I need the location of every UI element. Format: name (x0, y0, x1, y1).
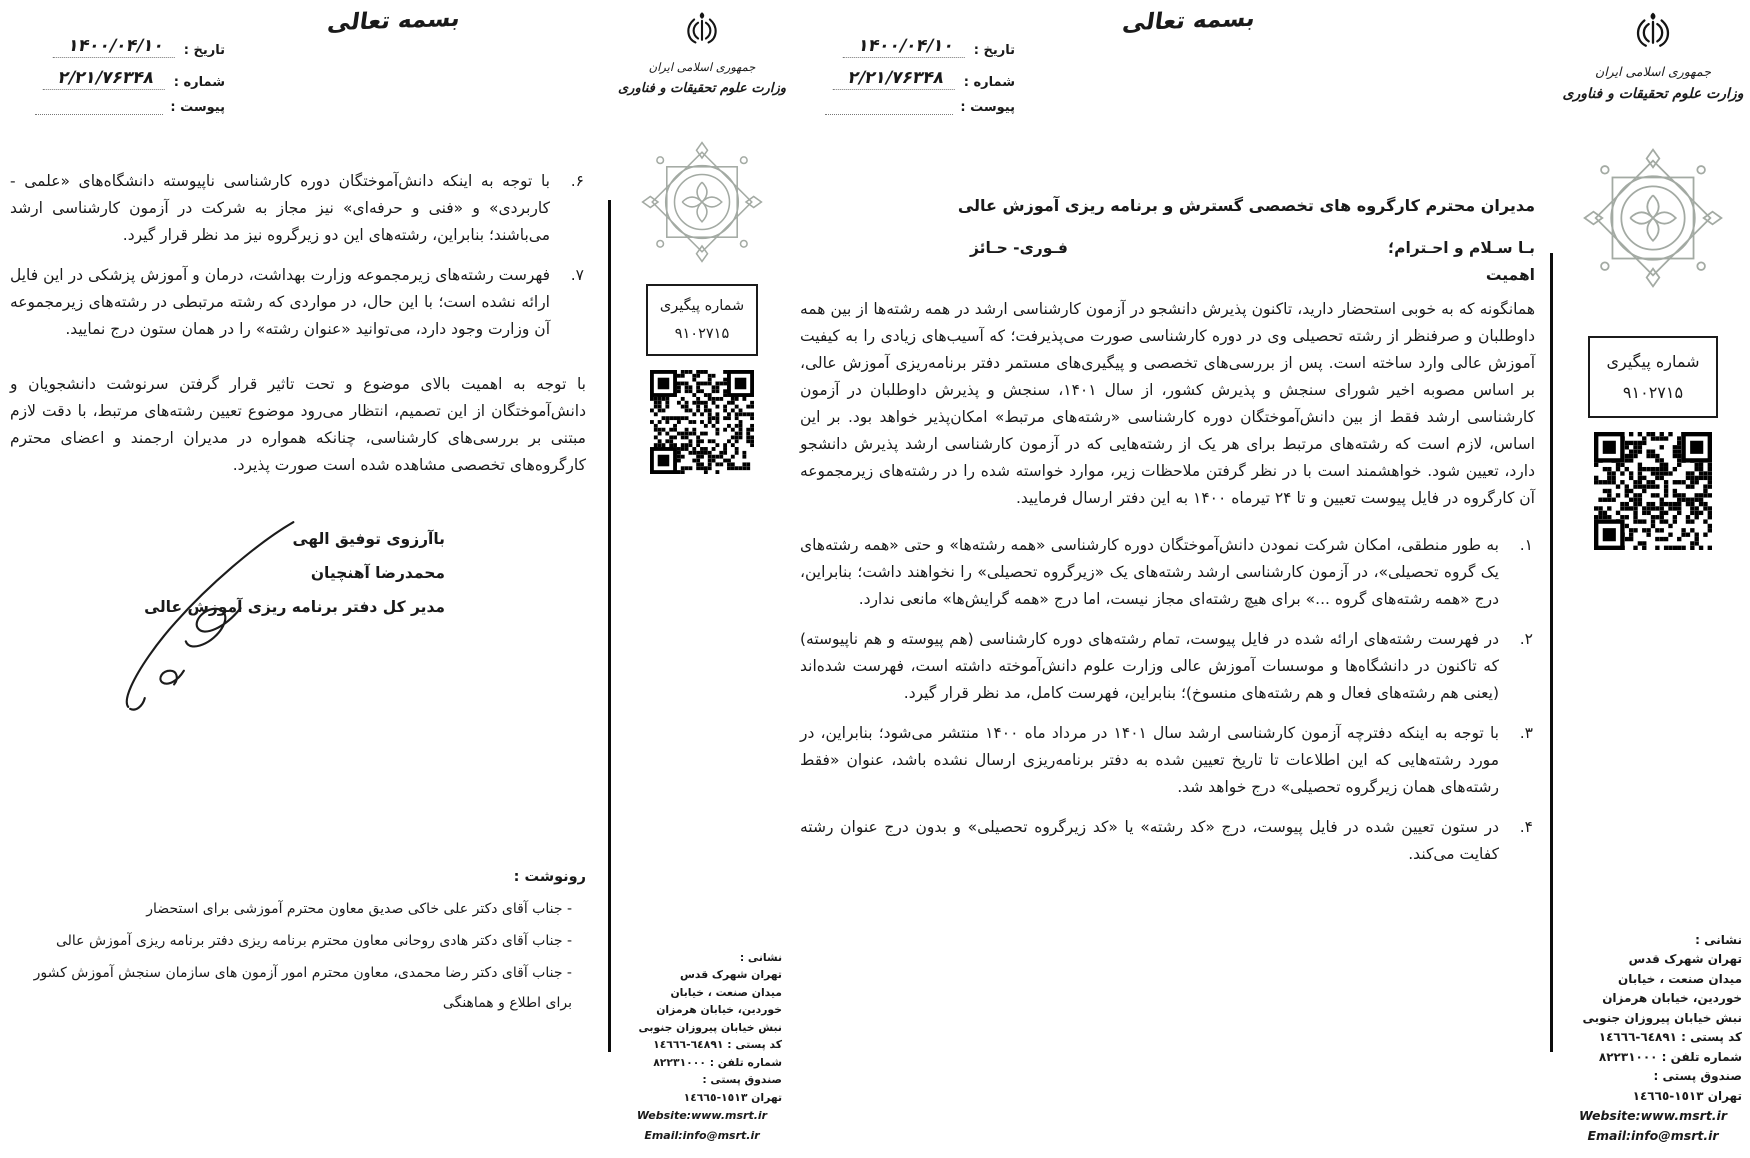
page1-body (800, 196, 1535, 868)
page1-vertical-divider (1550, 253, 1553, 1052)
signatory-title: مدیر کل دفتر برنامه ریزی آموزش عالی (144, 598, 445, 616)
country-name: جمهوری اسلامی ایران (648, 60, 756, 74)
tracking-number-box (646, 284, 758, 356)
item-number: ۲. (1519, 630, 1533, 648)
iran-emblem-icon (1630, 6, 1676, 62)
attachment-blank-line (825, 100, 953, 115)
date-row (10, 36, 225, 58)
qr-code (650, 370, 754, 474)
item-number: ۷. (570, 266, 584, 284)
date-label: تاریخ : (973, 43, 1015, 58)
phone-number: شماره تلفن : ٨٢٢٣١٠٠٠ (653, 1055, 782, 1069)
number-value: ۲/۲۱/۷۶۳۴۸ (42, 68, 169, 90)
website-text: Website:www.msrt.ir (1579, 1108, 1727, 1123)
list-item (800, 720, 1535, 801)
letter-page-2 (0, 0, 790, 1158)
cc-item: - جناب آقای دکتر رضا محمدی، معاون محترم امور آزمون های سازمان سنجش آموزش کشور برای اطلاع و هماهنگی (33, 965, 572, 1011)
page2-vertical-divider (608, 200, 611, 1052)
page2-body (10, 168, 586, 479)
tracking-label: شماره پیگیری (659, 298, 745, 314)
attachment-row (10, 100, 225, 115)
po-box-label: صندوق پستی : (1653, 1069, 1742, 1083)
ministry-name: وزارت علوم تحقیقات و فناوری (1562, 86, 1744, 102)
address-line: نبش خیابان پیروزان جنوبی (638, 1020, 782, 1034)
recipient-title: مدیران محترم کارگروه های تخصصی گسترش و برنامه ریزی آموزش عالی (957, 196, 1535, 215)
item-text: در ستون تعیین شده در فایل پیوست، درج «کد رشته» یا «کد زیرگروه تحصیلی» و بدون درج عنوان رشته کفایت می‌کند. (800, 818, 1499, 863)
tracking-number: ۹۱۰۲۷۱۵ (1622, 383, 1684, 402)
closing-paragraph: با توجه به اهمیت بالای موضوع و تحت تاثیر قرار گرفتن سرنوشت دانشجویان و دانش‌آموختگان از این تصمیم، انتظار می‌رود موضوع تعیین رشته‌های مرتبط، با دقت لازم مبتنی بر بررسی‌های کارشناسی، چنانکه همواره در مدیران ارجمند و اعضای محترم کارگروه‌های تخصصی مشاهده شده است صورت پذیرد. (10, 375, 586, 474)
page1-letterhead-sidebar (1556, 0, 1750, 1158)
cc-item: - جناب آقای دکتر علی خاکی صدیق معاون محترم آموزشی برای استحضار (146, 901, 572, 917)
address-line: خوردین، خیابان هرمزان (656, 1003, 782, 1016)
item-text: در فهرست رشته‌های ارائه شده در فایل پیوست، تمام رشته‌های دوره کارشناسی (هم پیوسته و هم ناپیوسته) که تاکنون در دانشگاه‌ها و موسسات آموزش عالی وزارت علوم دانش‌آموخته داشته است، فهرست شده‌اند (یعنی هم رشته‌های فعال و هم رشته‌های منسوخ)؛ بنابراین، فهرست کامل، مد نظر قرار گیرد. (800, 630, 1499, 702)
address-line: خوردین، خیابان هرمزان (1602, 991, 1742, 1005)
list-item (800, 532, 1535, 613)
ministry-name: وزارت علوم تحقیقات و فناوری (618, 81, 787, 96)
item-text: با توجه به اینکه دفترچه آزمون کارشناسی ارشد سال ۱۴۰۱ در مرداد ماه ۱۴۰۰ منتشر می‌شود؛ بنابراین، در مورد رشته‌هایی که این اطلاعات تا تاریخ تعیین شده به دفتر برنامه‌ریزی ارسال نشده باشد، عنوان «فقط رشته‌های همان زیرگروه تحصیلی» درج خواهد شد. (800, 724, 1499, 796)
date-row (800, 36, 1015, 58)
bismillah-calligraphy: بسمه تعالی (1121, 5, 1258, 37)
address-line: نبش خیابان پیروزان جنوبی (1582, 1010, 1742, 1025)
address-line: میدان صنعت ، خیابان (670, 985, 782, 999)
contact-block (622, 949, 782, 1147)
ornamental-stamp-icon (1577, 142, 1729, 298)
number-label: شماره : (963, 75, 1015, 90)
address-line: میدان صنعت ، خیابان (1618, 971, 1742, 986)
list-item (800, 814, 1535, 868)
attachment-row (800, 100, 1015, 115)
item-text: فهرست رشته‌های زیرمجموعه وزارت بهداشت، درمان و آموزش پزشکی در این فایل ارائه نشده است؛ با این حال، در مواردی که رشته مرتبطی در رشته‌های زیرمجموعه آن وزارت وجود دارد، می‌توانید «عنوان رشته» را در همان ستون درج نمایید. (10, 266, 550, 338)
item-text: با توجه به اینکه دانش‌آموختگان دوره کارشناسی ناپیوسته دانشگاه‌های «علمی - کاربردی» و «فنی و حرفه‌ای» نیز مجاز به شرکت در آزمون کارشناسی ارشد می‌باشند؛ بنابراین، رشته‌های این دو زیرگروه نیز مد نظر قرار گیرد. (10, 172, 550, 244)
iran-emblem-icon (681, 6, 723, 58)
number-row (10, 68, 225, 90)
po-box: تهران ١٥١٣-١٤٦٦٥ (683, 1090, 782, 1104)
po-box: تهران ١٥١٣-١٤٦٦٥ (1632, 1088, 1742, 1103)
number-value: ۲/۲۱/۷۶۳۴۸ (832, 68, 959, 90)
date-label: تاریخ : (183, 43, 225, 58)
contact-block (1564, 931, 1742, 1147)
attachment-blank-line (35, 100, 163, 115)
page1-date-number-block (800, 36, 1015, 125)
notes-list (800, 532, 1535, 868)
urgency-text: فـوری- حـائز (970, 239, 1068, 257)
bismillah-calligraphy: بسمه تعالی (326, 5, 463, 37)
salutation-row (800, 239, 1535, 257)
tracking-label: شماره پیگیری (1606, 352, 1700, 371)
signature-wish: باآرزوی توفیق الهی (292, 530, 445, 548)
list-item (10, 168, 586, 249)
qr-code (1594, 432, 1712, 550)
attachment-label: پیوست : (170, 100, 225, 115)
postal-code: کد پستی : ٦٤٨٩١-١٤٦٦٦ (1598, 1030, 1742, 1044)
item-number: ۱. (1519, 536, 1533, 554)
phone-number: شماره تلفن : ٨٢٢٣١٠٠٠ (1598, 1049, 1742, 1064)
item-text: به طور منطقی، امکان شرکت نمودن دانش‌آموختگان دوره کارشناسی «همه رشته‌ها» و حتی «همه رشته‌های یک گروه تحصیلی»، در آزمون کارشناسی ارشد رشته‌های یک «زیرگروه تحصیلی» را نخواهند داشت؛ بنابراین، درج «همه رشته‌های گروه ...» برای هیچ رشته‌ای مجاز نیست، اما درج «همه گرایش‌ها» مانعی ندارد. (800, 536, 1499, 608)
number-row (800, 68, 1015, 90)
list-item (800, 626, 1535, 707)
date-value: ۱۴۰۰/۰۴/۱۰ (842, 36, 969, 58)
urgency-wrap-text: اهمیت (1485, 266, 1535, 284)
ornamental-stamp-icon (636, 136, 768, 272)
number-label: شماره : (173, 75, 225, 90)
address-line: تهران شهرک قدس (679, 968, 782, 981)
date-value: ۱۴۰۰/۰۴/۱۰ (52, 36, 179, 58)
po-box-label: صندوق پستی : (702, 1073, 782, 1086)
attachment-label: پیوست : (960, 100, 1015, 115)
signatory-name: محمدرضا آهنچیان (310, 564, 445, 582)
cc-item: - جناب آقای دکتر هادی روحانی معاون محترم برنامه ریزی دفتر برنامه ریزی آموزش عالی (55, 933, 572, 949)
postal-code: کد پستی : ٦٤٨٩١-١٤٦٦٦ (653, 1038, 782, 1051)
item-number: ۳. (1519, 724, 1533, 742)
tracking-number: ۹۱۰۲۷۱۵ (674, 326, 730, 342)
email-text: Email:info@msrt.ir (644, 1129, 760, 1142)
address-line: تهران شهرک قدس (1628, 952, 1742, 966)
website-text: Website:www.msrt.ir (636, 1109, 768, 1122)
country-name: جمهوری اسلامی ایران (1595, 64, 1711, 79)
carbon-copy-section (10, 862, 586, 1018)
address-label: نشانی : (739, 950, 782, 964)
list-item (10, 262, 586, 343)
page2-letterhead-sidebar (614, 0, 790, 1158)
letter-page-1 (790, 0, 1750, 1158)
email-text: Email:info@msrt.ir (1587, 1128, 1719, 1143)
item-number: ۴. (1519, 818, 1533, 836)
address-label: نشانی : (1695, 932, 1742, 947)
page2-date-number-block (10, 36, 225, 125)
item-number: ۶. (570, 172, 584, 190)
signature-scribble (92, 510, 307, 724)
tracking-number-box (1588, 336, 1717, 418)
cc-label: رونوشت : (513, 869, 586, 885)
main-paragraph: همانگونه که به خوبی استحضار دارید، تاکنون پذیرش دانشجو در آزمون کارشناسی ارشد در همه رشته‌ها از بین همه داوطلبان و صرفنظر از رشته تحصیلی وی در دوره کارشناسی صورت می‌پذیرفت؛ که آسیب‌های زیادی را به کیفیت آموزش عالی وارد ساخته است. پس از بررسی‌های تخصصی و پیگیری‌های مستمر دفتر برنامه‌ریزی آموزش عالی، بر اساس مصوبه اخیر شورای سنجش و پذیرش کشور، از سال ۱۴۰۱، سنجش و پذیرش داوطلبان در آزمون کارشناسی ارشد فقط از بین دانش‌آموختگان دوره کارشناسی «رشته‌های مرتبط» امکان‌پذیر خواهد بود. بر این اساس، لازم است که رشته‌های مرتبط برای هر یک از رشته‌هایی که در آزمون کارشناسی ارشد پذیرش دانشجو دارد، تعیین شود. خواهشمند است با در نظر گرفتن ملاحظات زیر، موارد خواسته شده را در رشته‌های زیرمجموعه آن کارگروه در فایل پیوست تعیین و تا ۲۴ تیرماه ۱۴۰۰ به این دفتر ارسال فرمایید. (800, 300, 1535, 507)
salutation-text: بـا سـلام و احـترام؛ (1387, 239, 1535, 257)
